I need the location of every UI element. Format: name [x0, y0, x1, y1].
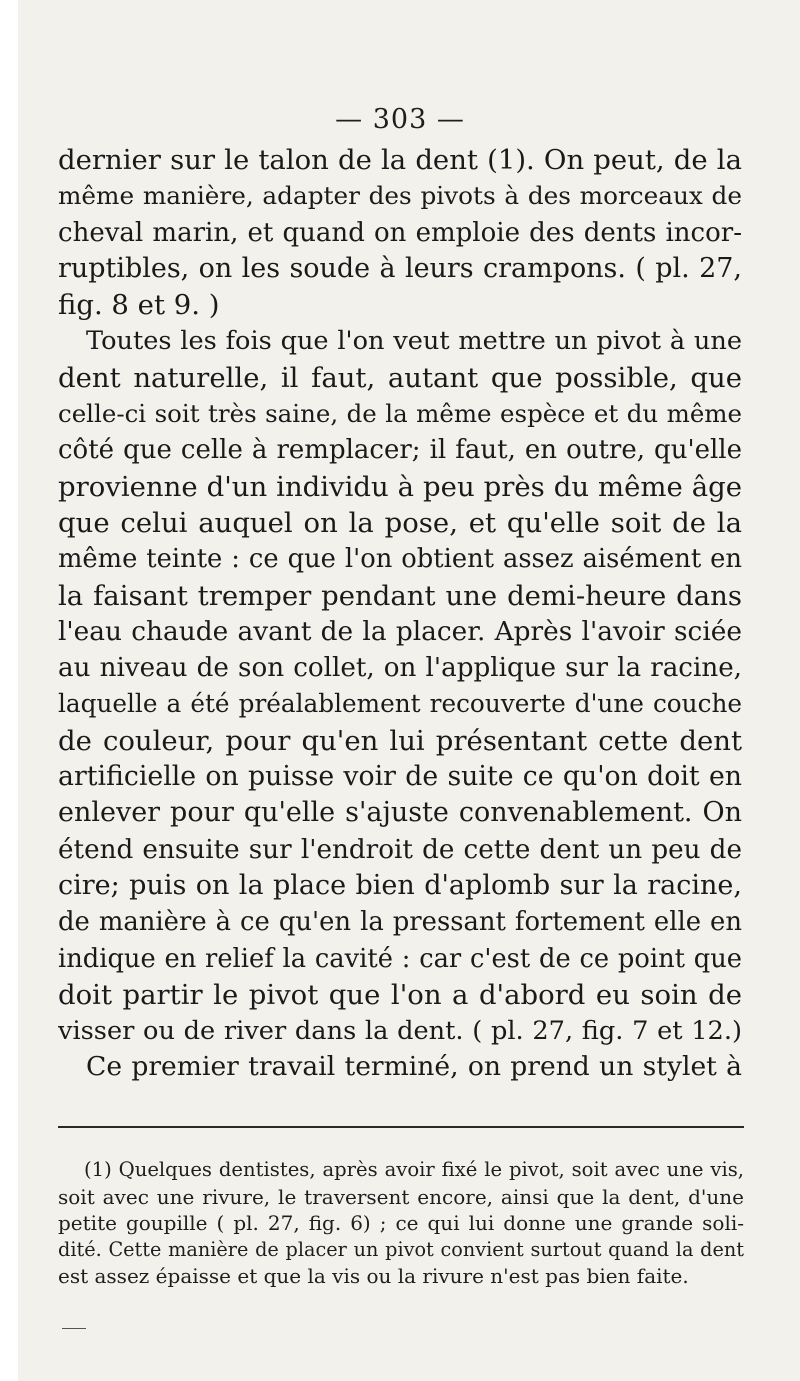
body-text	[58, 142, 742, 1086]
text-line: côté que celle à remplacer; il faut, en outre, qu'elle	[58, 435, 742, 466]
text-line: l'eau chaude avant de la placer. Après l'avoir sciée	[58, 616, 742, 647]
text-line: artificielle on puisse voir de suite ce qu'on doit en	[58, 761, 742, 793]
text-line: visser ou de river dans la dent. ( pl. 27, fig. 7 et 12.)	[58, 1016, 742, 1047]
text-line: cire; puis on la place bien d'aplomb sur la racine,	[58, 869, 742, 901]
text-line: laquelle a été préalablement recouverte d'une couche	[58, 689, 742, 719]
text-line: dernier sur le talon de la dent (1). On peut, de la	[58, 144, 742, 176]
text-line: dent naturelle, il faut, autant que possible, que	[58, 361, 742, 394]
footnote-line: (1) Quelques dentistes, après avoir fixé le pivot, soit avec une vis,	[84, 1158, 744, 1181]
scan-margin	[0, 0, 18, 1381]
text-line: Toutes les fois que l'on veut mettre un pivot à une	[86, 326, 742, 357]
text-line: ruptibles, on les soude à leurs crampons. ( pl. 27,	[58, 252, 742, 284]
text-line: même teinte : ce que l'on obtient assez aisément en	[58, 544, 742, 575]
footnote-line: dité. Cette manière de placer un pivot convient surtout quand la dent	[58, 1237, 744, 1261]
footnote-rule	[58, 1126, 744, 1128]
text-line: indique en relief la cavité : car c'est de ce point que	[58, 943, 742, 974]
text-line: celle-ci soit très saine, de la même espèce et du même	[58, 399, 742, 429]
text-line: la faisant tremper pendant une demi-heure dans	[58, 579, 742, 612]
footnote-line: petite goupille ( pl. 27, fig. 6) ; ce qui lui donne une grande soli-	[58, 1211, 744, 1235]
footnote-line: soit avec une rivure, le traversent encore, ainsi que la dent, d'une	[58, 1184, 744, 1209]
text-line: Ce premier travail terminé, on prend un stylet à	[86, 1051, 742, 1083]
text-line: de couleur, pour qu'en lui présentant cette dent	[58, 724, 742, 757]
text-line: fig. 8 et 9. )	[58, 289, 220, 322]
text-line: même manière, adapter des pivots à des morceaux de	[58, 181, 742, 211]
text-line: provienne d'un individu à peu près du même âge	[58, 470, 742, 503]
text-line: au niveau de son collet, on l'applique sur la racine,	[58, 653, 742, 684]
page-number: — 303 —	[335, 104, 465, 135]
text-line: doit partir le pivot que l'on a d'abord eu soin de	[58, 978, 742, 1011]
text-line: cheval marin, et quand on emploie des dents incor-	[58, 217, 742, 248]
bottom-mark	[62, 1328, 86, 1329]
text-line: étend ensuite sur l'endroit de cette dent un peu de	[58, 834, 742, 865]
text-line: que celui auquel on la pose, et qu'elle soit de la	[58, 506, 742, 539]
footnote-line: est assez épaisse et que la vis ou la rivure n'est pas bien faite.	[58, 1264, 689, 1288]
text-line: de manière à ce qu'en la pressant fortement elle en	[58, 907, 742, 938]
footnote	[58, 1157, 744, 1290]
text-line: enlever pour qu'elle s'ajuste convenablement. On	[58, 797, 742, 829]
